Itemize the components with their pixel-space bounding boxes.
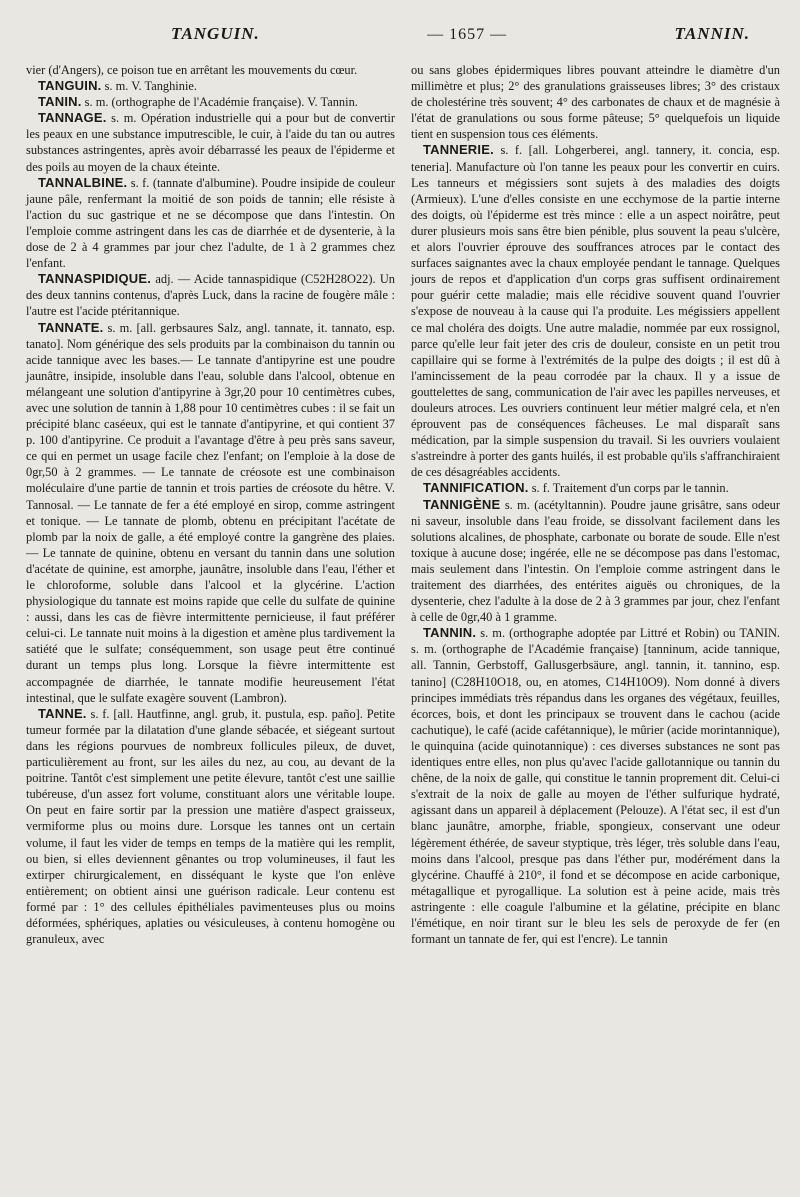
entry-headword: TANNERIE. [423, 142, 494, 158]
left-column [26, 62, 395, 947]
entry-text: s. m. Opération industrielle qui a pour but de convertir les peaux en une substance imputrescible, le cuir, à l'aide du tan ou autres substances astringentes, après avoir débarrassé les peaux de l'épiderme et des poils au moyen de la chaux éteinte. [26, 111, 395, 174]
entry-text: s. m. (orthographe de l'Académie française). V. Tannin. [81, 95, 358, 110]
dictionary-entry [26, 271, 395, 319]
dictionary-entry [26, 62, 395, 78]
entry-text: s. m. [all. gerbsaures Salz, angl. tannate, it. tannato, esp. tanato]. Nom générique des sels produits par la combinaison du tannin ou acide tannique avec les bases.— Le tannate d'antipyrine est une poudre jaunâtre, insipide, insoluble dans l'eau, soluble dans l'alcool, obtenue en mélangeant une solution d'antipyrine à 3gr,20 pour 10 centimètres cubes, avec une solution de tannin à 1,88 pour 10 centimètres cubes : il se fait un précipité blanc caséeux, qui est le tannate d'antipyrine, et qui contient 37 p. 100 d'antipyrine. Ce produit a l'avantage d'être à peu près sans saveur, ce qui en permet un usage facile chez l'enfant; on l'emploie à la dose de 0gr,50 à 2 grammes. — Le tannate de créosote est une combinaison moléculaire d'une partie de tannin et trois parties de créosote du hêtre. V. Tannosal. — Le tannate de fer a été employé en sirop, comme astringent et tonique. — Le tannate de plomb, obtenu en précipitant l'acétate de plomb par la noix de galle, a été employé contre la gangrène des plaies. — Le tannate de quinine, obtenu en versant du tannin dans une solution d'acétate de quinine, est amorphe, jaunâtre, insoluble dans l'eau, l'éther et le chloroforme, soluble dans l'alcool et la glycérine. L'action physiologique du tannate est moins rapide que celle du sulfate de quinine : aussi, dans les cas de fièvre intermittente pernicieuse, il faut préférer celui-ci. Le tannate nuit moins à la digestion et amène plus tardivement la satiété que le sulfate; conséquemment, son usage peut être continué durant un temps plus long. Lorsque la fièvre intermittente est accompagnée de diarrhée, le tannate modifie heureusement l'état intestinal, que le sulfate exagère souvent (Lambron). [26, 320, 395, 705]
entry-headword: TANNALBINE. [38, 174, 128, 190]
dictionary-entry [411, 497, 780, 626]
entry-text: adj. — Acide tannaspidique (C52H28O22). Un des deux tannins contenus, d'après Luck, dans la racine de fougère mâle : l'autre est l'acide ptéritannique. [26, 272, 395, 319]
entry-text: s. f. Traitement d'un corps par le tannin. [528, 481, 729, 496]
entry-headword: TANNASPIDIQUE. [38, 271, 152, 287]
entry-text: s. m. V. Tanghinie. [101, 79, 197, 94]
entry-text: s. m. (acétyltannin). Poudre jaune grisâtre, sans odeur ni saveur, insoluble dans l'eau froide, se dissolvant facilement dans les solutions alcalines, de phosphate, carbonate ou borate de soude. Elle n'est toxique à aucune dose; ingérée, elle ne se décompose pas dans l'estomac, mais seulement dans l'intestin. On l'emploie comme astringent dans le traitement des diarrhées, des entérites aiguës ou chroniques, de la dysenterie, chez l'adulte à la dose de 2 à 3 grammes par jour, chez l'enfant à celle de 0gr,40 à 1 gramme. [411, 497, 780, 625]
dictionary-entry [411, 62, 780, 142]
header-left: TANGUIN. [171, 24, 260, 43]
entry-headword: TANIN. [38, 94, 82, 110]
dictionary-entry [26, 320, 395, 706]
entry-text: s. f. (tannate d'albumine). Poudre insipide de couleur jaune pâle, renfermant la moitié de son poids de tannin; elle résiste à l'action du suc gastrique et ne se décompose que dans l'intestin. On l'emploie comme astringent dans les cas de diarrhée et de dysenterie, à la dose de 2 à 4 grammes par jour chez l'adulte, de 1 à 2 grammes chez l'enfant. [26, 175, 395, 271]
entry-headword: TANNIN. [423, 625, 477, 641]
entry-headword: TANGUIN. [38, 78, 102, 94]
entry-headword: TANNATE. [38, 319, 104, 335]
dictionary-entry [26, 94, 395, 110]
dictionary-entry [26, 706, 395, 947]
dictionary-entry [26, 78, 395, 94]
header-right: TANNIN. [674, 24, 750, 43]
entry-text: s. f. [all. Hautfinne, angl. grub, it. pustula, esp. paño]. Petite tumeur formée par la dilatation d'une glande sébacée, et siégeant surtout dans les régions pourvues de nombreux follicules pileux, de duvet, particulièrement au front, sur les ailes du nez, au cou, au devant de la poitrine. Tantôt c'est simplement une petite élevure, tantôt c'est une saillie tubéreuse, d'un assez fort volume, constituant alors une véritable loupe. On peut en faire sortir par la pression une matière d'aspect graisseux, vermiforme plus ou moins dure. Lorsque les tannes ont un certain volume, il faut les vider de temps en temps de la matière qui les remplit, ou bien, si elles deviennent gênantes ou trop volumineuses, il faut les extirper chirurgicalement, en disséquant le kyste que l'on enlève entièrement; on obtient ainsi une guérison radicale. Leur contenu est formé par : 1° des cellules épithéliales pavimenteuses plus ou moins déformées, sphériques, aplaties ou vésiculeuses, à contenu homogène ou granuleux, avec [26, 706, 395, 947]
entry-headword: TANNAGE. [38, 110, 107, 126]
entry-headword: TANNE. [38, 705, 87, 721]
entry-headword: TANNIGÈNE [423, 496, 501, 512]
page-number: — 1657 — [427, 26, 508, 43]
dictionary-entry [411, 480, 780, 496]
entry-text: s. f. [all. Lohgerberei, angl. tannery, it. concia, esp. teneria]. Manufacture où l'on tanne les peaux pour les convertir en cuirs. Les tanneurs et mégissiers sont sujets à des maladies des doigts (Armieux). L'une d'elles consiste en une ecchymose de la partie interne des doigts, où l'épiderme est très mince : elle a un aspect noirâtre, peut durer plusieurs mois sans être bien pénible, plus souvent la peau s'ulcère, et alors l'ouvrier éprouve des souffrances atroces par le contact des surfaces saignantes avec la chaux employée pendant le tannage. Quelques jours de repos et d'application d'un corps gras suffisent ordinairement pour guérir cette maladie; mais elle récidive souvent quand l'ouvrier s'expose de nouveau à la cause qui l'a produite. Les mégissiers appellent ce mal choléra des doigts. Une autre maladie, nommée par eux rossignol, parce qu'elle leur fait jeter des cris de douleur, consiste en un petit trou capillaire qui se forme à l'extrémités de la pulpe des doigts ; il est dû à l'amincissement de la peau corrodée par la chaux. Il y a issue de gouttelettes de sang, communication de l'air avec les papilles nerveuses, et douleurs atroces. Les ouvriers continuent leur métier malgré cela, et n'en éprouvent pas de conséquences fâcheuses. Le mal disparaît sans médication, par la simple suspension du travail. Si les ouvriers voulaient s'astreindre à porter des gants huilés, il est probable qu'ils s'affranchiraient de ces désagréables accidents. [411, 143, 781, 480]
entry-text: s. m. (orthographe adoptée par Littré et Robin) ou TANIN. s. m. (orthographe de l'Académie française) [tanninum, acide tannique, all. Tannin, Gerbstoff, Gallusgerbsäure, angl. tannin, it. tannino, esp. tanino] (C28H10O18, ou, en atomes, C14H10O9). Nom donné à divers principes immédiats très répandus dans les organes des végétaux, feuilles, écorces, bois, et dont les principaux se trouvent dans le cachou (acide cachutique), le café (acide cafétannique), le mûrier (acide morintannique), le quinquina (acide quinotannique) : ces diverses substances ne sont pas identiques entre elles, non plus qu'avec l'acide gallotannique ou tannin du chêne, de la noix de galle, qui constitue le tannin proprement dit. Celui-ci s'extrait de la noix de galle au moyen de l'éther sulfurique hydraté, agissant dans un appareil à déplacement (Pelouze). A l'état sec, il est d'un blanc jaunâtre, amorphe, friable, spongieux, conservant une odeur légèrement éthérée, de saveur styptique, très léger, très soluble dans l'eau, moins dans l'alcool, presque pas dans l'éther pur, modérément dans la glycérine. Chauffé à 210°, il fond et se décompose en acide carbonique, métagallique et pyrogallique. La solution est à peine acide, mais très astringente : elle coagule l'albumine et la gélatine, précipite en blanc l'émétique, en noir tirant sur le bleu les sels de peroxyde de fer (en formant un tannate de fer, qui est l'encre). Le tannin [411, 626, 780, 947]
running-header [26, 24, 780, 54]
entry-headword: TANNIFICATION. [423, 480, 529, 496]
dictionary-entry [26, 110, 395, 174]
dictionary-entry [411, 625, 780, 947]
right-column [411, 62, 780, 947]
dictionary-entry [26, 175, 395, 272]
entry-text: vier (d'Angers), ce poison tue en arrêtant les mouvements du cœur. [26, 63, 358, 77]
entry-text: ou sans globes épidermiques libres pouvant atteindre le diamètre d'un millimètre et plus; 2° des granulations graisseuses libres; 3° des cristaux de cholestérine très souvent; 4° des carbonates de chaux et de magnésie à l'état de granulations ou sous forme pâteuse; 5° quelquefois un liquide tient en suspension tous ces éléments. [411, 63, 780, 142]
dictionary-entry [411, 142, 780, 480]
